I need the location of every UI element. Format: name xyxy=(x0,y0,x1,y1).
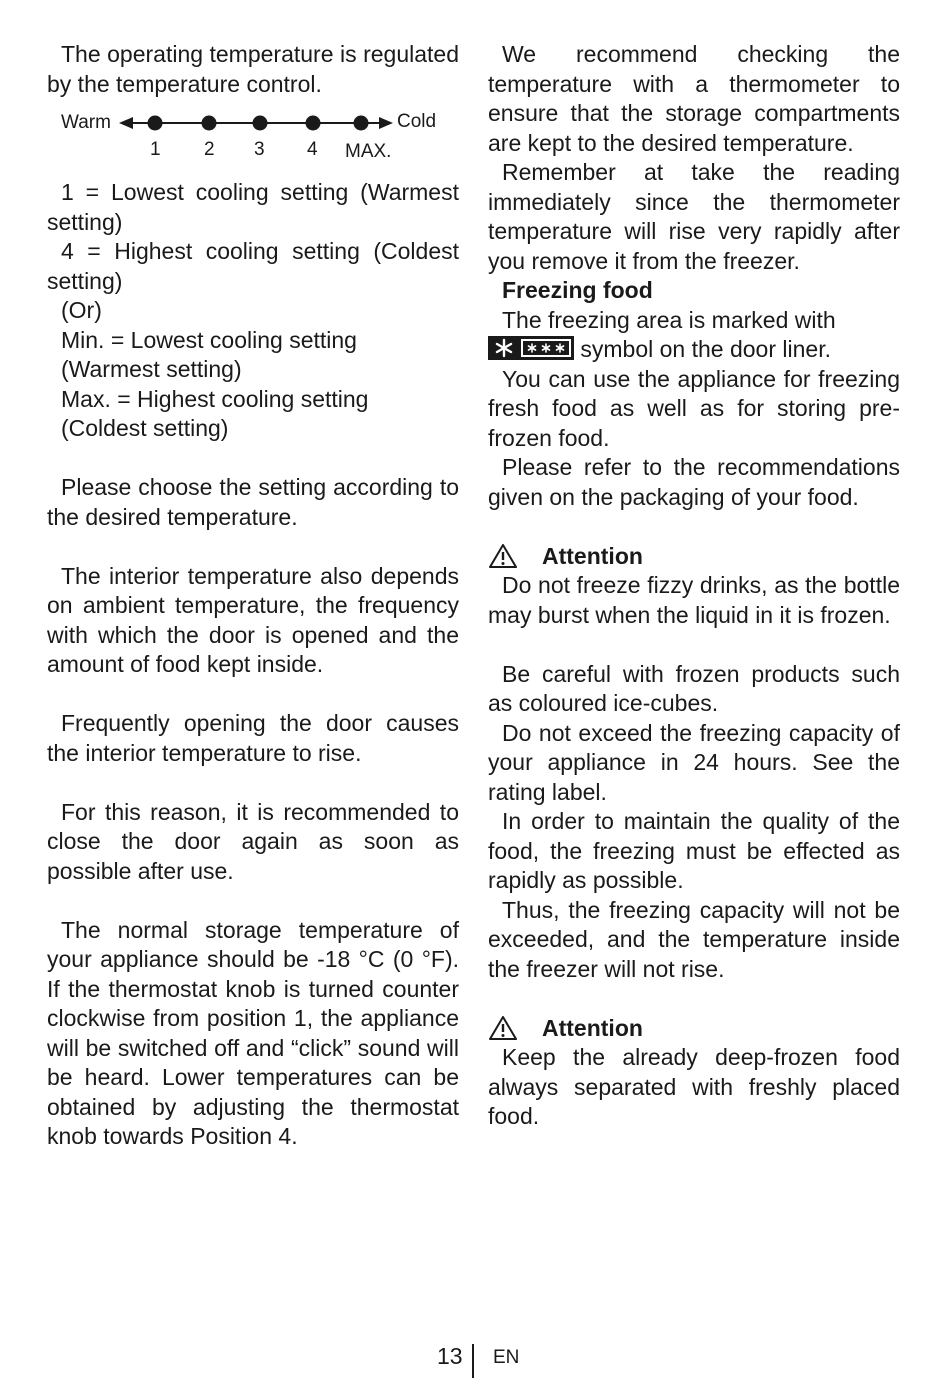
recommend-paragraph: We recommend checking the temperature with a thermometer to ensure that the storage compartments are kept to the desired temperature. xyxy=(488,41,900,156)
scale-position-4: 4 xyxy=(307,139,318,160)
quality-paragraph: In order to maintain the quality of the food, the freezing must be effected as rapidly as possible. xyxy=(488,808,900,893)
setting-1-text: 1 = Lowest cooling setting (Warmest setting) xyxy=(47,179,459,235)
scale-position-3: 3 xyxy=(254,139,265,160)
attention-heading-2 xyxy=(488,1014,900,1044)
keep-paragraph: Keep the already deep-frozen food always separated with freshly placed food. xyxy=(488,1044,900,1129)
thus-paragraph: Thus, the freezing capacity will not be exceeded, and the temperature inside the freezer will not rise. xyxy=(488,896,900,982)
freezing-symbol-line xyxy=(488,335,900,365)
interior-paragraph: The interior temperature also depends on ambient temperature, the frequency with which the door is opened and the amount of food kept inside. xyxy=(47,562,459,677)
careful-paragraph: Be careful with frozen products such as coloured ice-cubes. xyxy=(488,660,900,716)
warning-triangle-icon xyxy=(488,543,518,569)
max-setting-sub: (Coldest setting) xyxy=(61,415,229,441)
scale-dot-max xyxy=(354,116,369,131)
attention-label-2: Attention xyxy=(542,1014,643,1041)
min-setting-text: Min. = Lowest cooling setting xyxy=(61,326,357,353)
left-column xyxy=(47,40,459,1152)
intro-paragraph: The operating temperature is regulated by the temperature control. xyxy=(47,41,459,97)
normal-temperature-paragraph: The normal storage temperature of your appliance should be -18 °C (0 °F). If the thermostat knob is turned counter clockwise from position 1, the appliance will be switched off and “click” sound will be heard. Lower temperatures can be obtained by adjusting the thermostat knob towards Position 4. xyxy=(47,916,459,1149)
right-column xyxy=(488,40,900,1132)
four-star-freezer-icon xyxy=(488,336,574,360)
scale-dot-2 xyxy=(202,116,217,131)
reason-paragraph: For this reason, it is recommended to close the door again as soon as possible after use. xyxy=(47,798,459,884)
page-number: 13 xyxy=(437,1343,463,1369)
frequently-paragraph: Frequently opening the door causes the interior temperature to rise. xyxy=(47,710,459,766)
scale-warm-label: Warm xyxy=(61,112,111,133)
capacity-paragraph: Do not exceed the freezing capacity of your appliance in 24 hours. See the rating label. xyxy=(488,719,900,805)
refer-paragraph: Please refer to the recommendations given on the packaging of your food. xyxy=(488,454,900,510)
freezing-symbol-text: symbol on the door liner. xyxy=(580,336,831,362)
arrow-right-icon xyxy=(379,117,393,129)
scale-position-1: 1 xyxy=(150,139,161,160)
scale-dot-1 xyxy=(148,116,163,131)
scale-cold-label: Cold xyxy=(397,111,437,132)
remember-paragraph: Remember at take the reading immediately since the thermometer temperature will rise very rapidly after you remove it from the freezer. xyxy=(488,159,900,274)
scale-position-max: MAX. xyxy=(345,141,392,162)
footer-divider xyxy=(472,1344,474,1378)
attention-label-1: Attention xyxy=(542,542,643,569)
fizzy-paragraph: Do not freeze fizzy drinks, as the bottle may burst when the liquid in it is frozen. xyxy=(488,572,900,628)
attention-heading-1 xyxy=(488,542,900,572)
freeze-fresh-paragraph: You can use the appliance for freezing fresh food as well as for storing pre-frozen food. xyxy=(488,365,900,451)
freezing-area-line: The freezing area is marked with xyxy=(502,306,836,333)
page-footer xyxy=(0,1342,950,1382)
scale-dot-3 xyxy=(253,116,268,131)
arrow-left-icon xyxy=(119,117,133,129)
setting-4-text: 4 = Highest cooling setting (Coldest setting) xyxy=(47,238,459,294)
warning-triangle-icon xyxy=(488,1015,518,1041)
scale-dot-4 xyxy=(306,116,321,131)
scale-position-2: 2 xyxy=(204,139,215,160)
freezing-food-heading: Freezing food xyxy=(502,277,653,303)
or-text: (Or) xyxy=(61,297,102,323)
max-setting-text: Max. = Highest cooling setting xyxy=(61,385,369,412)
temperature-scale xyxy=(47,101,459,164)
min-setting-sub: (Warmest setting) xyxy=(61,356,242,382)
language-code: EN xyxy=(493,1347,520,1368)
choose-paragraph: Please choose the setting according to the desired temperature. xyxy=(47,474,459,530)
